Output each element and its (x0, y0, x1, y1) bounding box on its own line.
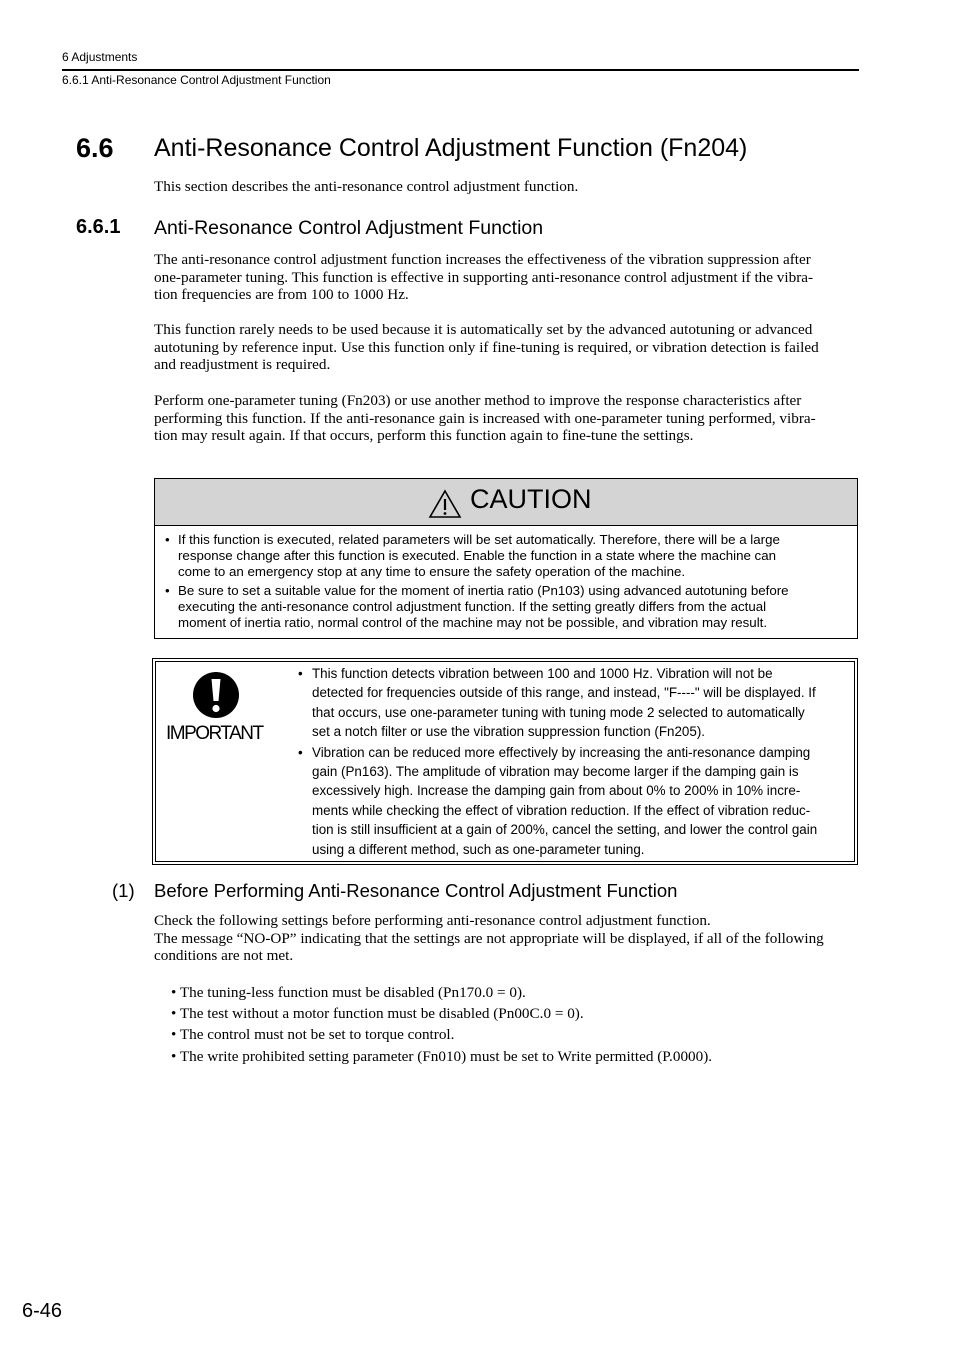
caution-item: • If this function is executed, related parameters will be set automatically. Therefore, there will be a large response change after this function is executed. Enable the function in a state where the machine can come to an emergency stop at any time to ensure the safety operation of the machine. (163, 532, 849, 581)
important-label: IMPORTANT (166, 723, 263, 744)
section-intro: This section describes the anti-resonance control adjustment function. (154, 178, 579, 195)
caution-line: executing the anti-resonance control adjustment function. If the setting greatly differs from the actual (178, 598, 767, 614)
subsubsection-number: (1) (112, 880, 135, 901)
subsection-number: 6.6.1 (76, 216, 121, 238)
paragraph-3 (154, 392, 858, 445)
caution-line: moment of inertia ratio, normal control of the machine may not be possible, and vibration may result. (178, 615, 768, 631)
exclamation-circle-icon (192, 670, 240, 720)
caution-line: If this function is executed, related parameters will be set automatically. Therefore, there will be a large (178, 532, 780, 547)
important-item: • This function detects vibration between 100 and 1000 Hz. Vibration will not be detected for frequencies outside of this range, and instead, "F----" will be displayed. If that occurs, use one-parameter tuning with tuning mode 2 selected to automatically set a notch filter or use the vibration suppression function (Fn205). (296, 664, 852, 742)
subsubsection-paragraph (154, 912, 858, 965)
paragraph-line: and readjustment is required. (154, 356, 331, 373)
paragraph-2 (154, 321, 858, 374)
condition-item: • The write prohibited setting parameter (Fn010) must be set to Write permitted (P.0000). (171, 1047, 713, 1065)
subsubsection-title: Before Performing Anti-Resonance Control Adjustment Function (154, 880, 678, 901)
conditions-list (171, 982, 712, 1067)
condition-item: • The test without a motor function must be disabled (Pn00C.0 = 0). (171, 1005, 584, 1023)
paragraph-line: This function rarely needs to be used because it is automatically set by the advanced autotuning or advanced (154, 321, 813, 338)
paragraph-line: Check the following settings before performing anti-resonance control adjustment function. (154, 912, 711, 929)
paragraph-line: Perform one-parameter tuning (Fn203) or use another method to improve the response characteristics after (154, 392, 802, 409)
caution-list (163, 532, 849, 631)
important-line: ments while checking the effect of vibration reduction. If the effect of vibration reduc- (312, 802, 811, 818)
caution-line: Be sure to set a suitable value for the moment of inertia ratio (Pn103) using advanced autotuning before (178, 582, 789, 598)
important-line: gain (Pn163). The amplitude of vibration may become larger if the damping gain is (312, 764, 799, 780)
important-line: detected for frequencies outside of this range, and instead, "F----" will be displayed. If (312, 685, 816, 701)
paragraph-line: performing this function. If the anti-resonance gain is increased with one-parameter tuning performed, vibra- (154, 409, 816, 427)
section-title: Anti-Resonance Control Adjustment Function (Fn204) (154, 134, 748, 162)
page-number: 6-46 (22, 1300, 63, 1322)
section-number: 6.6 (76, 133, 114, 163)
paragraph-line: one-parameter tuning. This function is effective in supporting anti-resonance control adjustment if the vibra- (154, 268, 814, 286)
caution-line: response change after this function is executed. Enable the function in a state where the machine can (178, 548, 776, 564)
paragraph-line: The anti-resonance control adjustment function increases the effectiveness of the vibration suppression after (154, 251, 811, 268)
running-header-chapter: 6 Adjustments (62, 50, 138, 64)
important-item: • Vibration can be reduced more effectively by increasing the anti-resonance damping gain (Pn163). The amplitude of vibration may become larger if the damping gain is excessively high. Increase the damping gain from about 0% to 200% in 10% incre- ments while checking the effect of vibration reduction. If the effect of vibration reduc- tion is still insufficient at a gain of 200%, cancel the setting, and lower the control gain using a different method, such as one-parameter tuning. (296, 743, 852, 859)
paragraph-1 (154, 251, 858, 304)
caution-header (155, 479, 857, 526)
caution-item: • Be sure to set a suitable value for the moment of inertia ratio (Pn103) using advanced autotuning before executing the anti-resonance control adjustment function. If the setting greatly differs from the actual moment of inertia ratio, normal control of the machine may not be possible, and vibration may result. (163, 583, 849, 632)
paragraph-line: autotuning by reference input. Use this function only if fine-tuning is required, or vibration detection is failed (154, 338, 819, 356)
paragraph-line: tion may result again. If that occurs, perform this function again to fine-tune the settings. (154, 427, 694, 444)
caution-box (154, 478, 858, 639)
paragraph-line: conditions are not met. (154, 947, 294, 964)
caution-title: CAUTION (470, 484, 592, 514)
important-line: set a notch filter or use the vibration suppression function (Fn205). (312, 724, 706, 740)
important-line: that occurs, use one-parameter tuning with tuning mode 2 selected to automatically (312, 704, 805, 720)
condition-item: • The control must not be set to torque control. (171, 1026, 455, 1044)
important-line: using a different method, such as one-parameter tuning. (312, 841, 645, 857)
condition-item: • The tuning-less function must be disabled (Pn170.0 = 0). (171, 984, 526, 1001)
running-header-section: 6.6.1 Anti-Resonance Control Adjustment Function (62, 73, 331, 87)
header-rule (62, 69, 859, 71)
paragraph-line: tion frequencies are from 100 to 1000 Hz. (154, 286, 409, 303)
important-list (296, 664, 852, 860)
paragraph-line: The message “NO-OP” indicating that the settings are not appropriate will be displayed, if all of the following (154, 929, 824, 947)
warning-triangle-icon (428, 489, 462, 519)
important-line: excessively high. Increase the damping gain from about 0% to 200% in 10% incre- (312, 783, 801, 799)
subsection-title: Anti-Resonance Control Adjustment Function (154, 217, 544, 239)
important-line: Vibration can be reduced more effectively by increasing the anti-resonance damping (312, 744, 811, 760)
important-inner-frame (155, 661, 855, 862)
important-line: This function detects vibration between 100 and 1000 Hz. Vibration will not be (312, 666, 773, 681)
important-line: tion is still insufficient at a gain of 200%, cancel the setting, and lower the control gain (312, 822, 818, 838)
important-box (152, 658, 858, 865)
caution-line: come to an emergency stop at any time to ensure the safety operation of the machine. (178, 564, 686, 580)
